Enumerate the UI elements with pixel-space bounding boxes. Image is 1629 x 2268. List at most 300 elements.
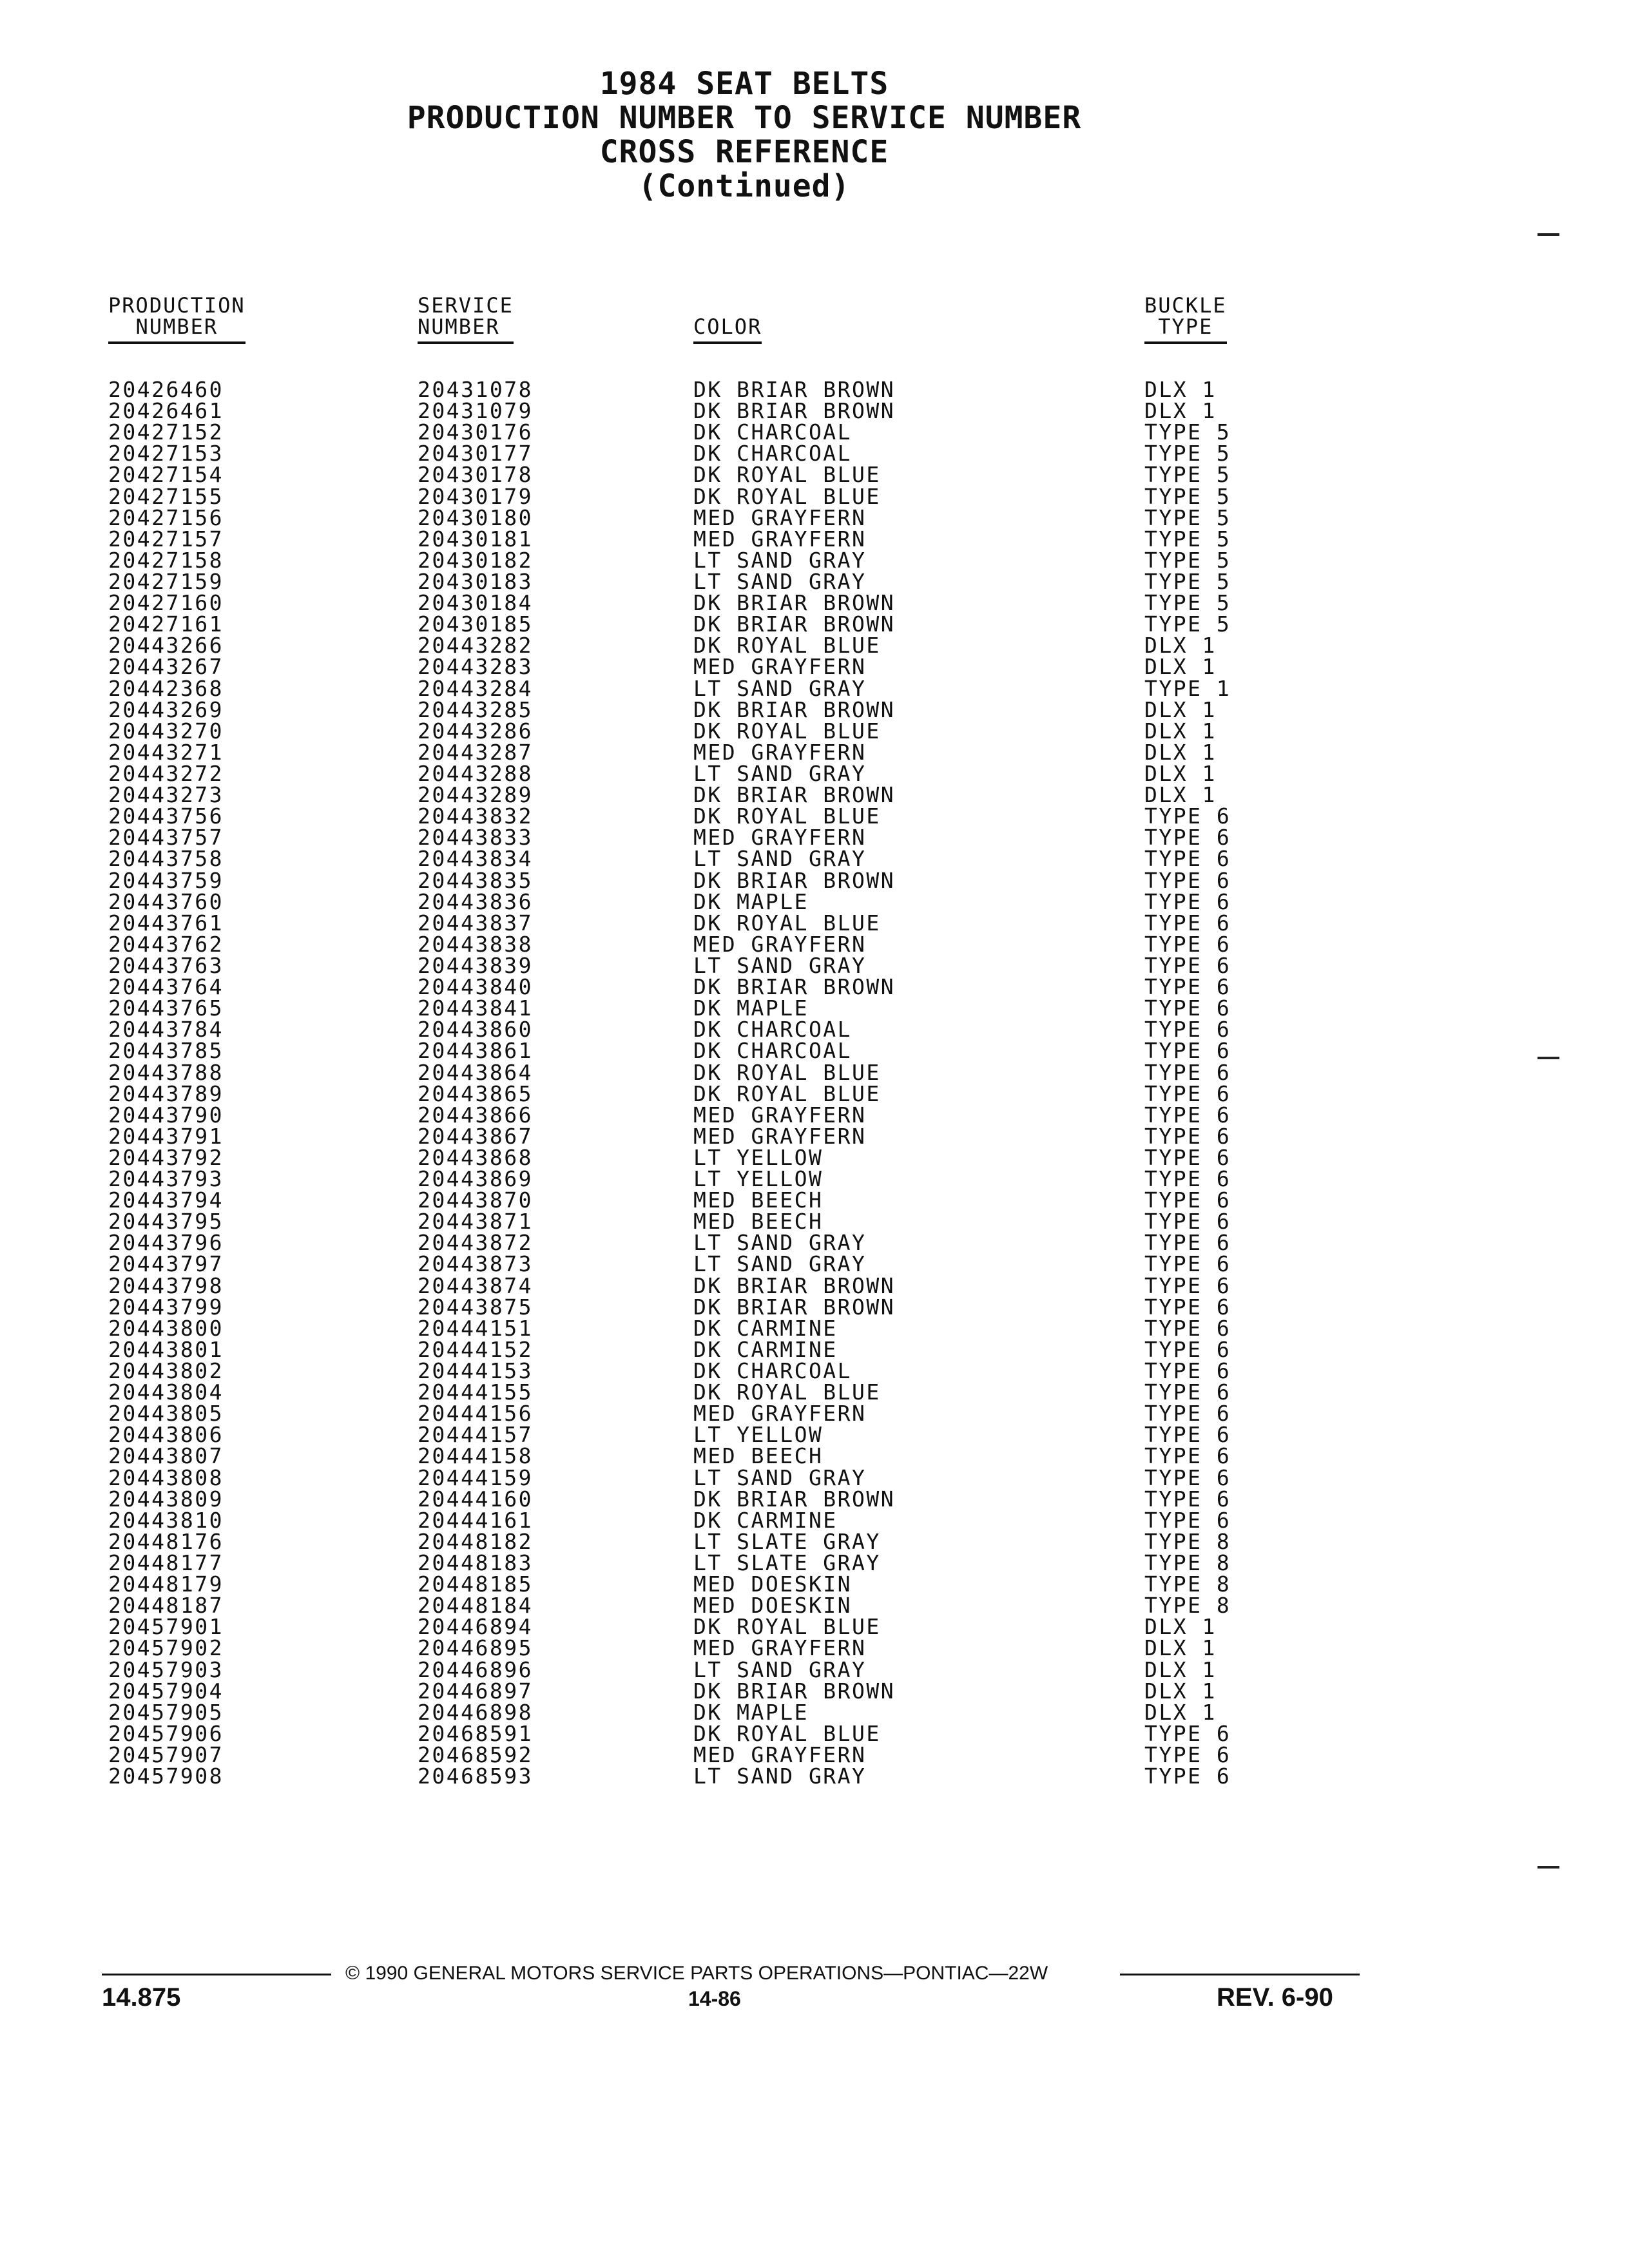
color-cell: LT SLATE GRAY xyxy=(693,1528,881,1554)
color-cell: DK BRIAR BROWN xyxy=(693,1294,896,1320)
buckle-type-cell: TYPE 5 xyxy=(1144,590,1231,616)
color-cell: DK ROYAL BLUE xyxy=(693,1614,881,1640)
service-number-cell: 20468591 xyxy=(418,1720,533,1746)
service-number-cell: 20430180 xyxy=(418,505,533,530)
production-number-cell: 20443797 xyxy=(108,1251,224,1277)
table-row xyxy=(0,912,1629,934)
production-number-cell: 20443795 xyxy=(108,1209,224,1235)
table-row xyxy=(0,974,1629,1000)
table-row xyxy=(0,398,1629,424)
service-number-cell: 20443864 xyxy=(418,1059,533,1085)
buckle-type-cell: DLX 1 xyxy=(1144,760,1217,786)
margin-tick xyxy=(1537,233,1559,236)
buckle-type-cell: TYPE 6 xyxy=(1144,1230,1231,1256)
color-cell: LT SAND GRAY xyxy=(693,1763,867,1789)
table-row xyxy=(0,1381,1629,1403)
buckle-type-cell: DLX 1 xyxy=(1144,633,1217,658)
buckle-type-cell: TYPE 6 xyxy=(1144,1401,1231,1427)
color-cell: LT SAND GRAY xyxy=(693,1465,867,1490)
buckle-type-cell: TYPE 6 xyxy=(1144,1187,1231,1213)
cross-reference-table xyxy=(0,379,1629,1787)
buckle-type-cell: DLX 1 xyxy=(1144,718,1217,744)
color-cell: DK BRIAR BROWN xyxy=(693,1273,896,1298)
service-number-cell: 20444159 xyxy=(418,1465,533,1490)
table-row xyxy=(0,1123,1629,1149)
production-number-cell: 20443793 xyxy=(108,1166,224,1192)
table-row xyxy=(0,1083,1629,1104)
table-row xyxy=(0,507,1629,528)
service-number-cell: 20444161 xyxy=(418,1507,533,1533)
service-number-cell: 20443867 xyxy=(418,1123,533,1149)
table-row xyxy=(0,654,1629,680)
buckle-type-cell: TYPE 8 xyxy=(1144,1571,1231,1597)
color-cell: LT YELLOW xyxy=(693,1166,824,1192)
title-line-4: (Continued) xyxy=(638,168,851,204)
color-cell: MED BEECH xyxy=(693,1187,824,1213)
color-cell: DK CHARCOAL xyxy=(693,1038,853,1064)
buckle-type-cell: TYPE 6 xyxy=(1144,1038,1231,1064)
production-number-cell: 20443808 xyxy=(108,1465,224,1490)
color-cell: DK BRIAR BROWN xyxy=(693,867,896,893)
table-row xyxy=(0,1422,1629,1448)
buckle-type-cell: TYPE 6 xyxy=(1144,1486,1231,1512)
table-row xyxy=(0,1680,1629,1702)
color-cell: DK ROYAL BLUE xyxy=(693,803,881,829)
buckle-type-cell: TYPE 6 xyxy=(1144,867,1231,893)
production-number-cell: 20443272 xyxy=(108,760,224,786)
table-row xyxy=(0,1189,1629,1211)
production-number-cell: 20443804 xyxy=(108,1379,224,1405)
table-row xyxy=(0,846,1629,872)
production-number-cell: 20443802 xyxy=(108,1358,224,1384)
production-number-cell: 20457901 xyxy=(108,1614,224,1640)
buckle-type-cell: TYPE 5 xyxy=(1144,547,1231,573)
service-number-cell: 20443865 xyxy=(418,1081,533,1106)
color-cell: DK BRIAR BROWN xyxy=(693,398,896,424)
service-number-cell: 20443837 xyxy=(418,910,533,936)
table-row xyxy=(0,760,1629,786)
table-row xyxy=(0,528,1629,550)
buckle-type-cell: DLX 1 xyxy=(1144,654,1217,680)
color-cell: LT SLATE GRAY xyxy=(693,1550,881,1576)
service-number-cell: 20448185 xyxy=(418,1571,533,1597)
header-buckle-line2: TYPE xyxy=(1158,314,1213,339)
table-row xyxy=(0,1443,1629,1469)
service-number-cell: 20443285 xyxy=(418,697,533,722)
production-number-cell: 20443765 xyxy=(108,995,224,1021)
buckle-type-cell: DLX 1 xyxy=(1144,697,1217,722)
production-number-cell: 20427159 xyxy=(108,568,224,594)
production-number-cell: 20443266 xyxy=(108,633,224,658)
color-cell: LT SAND GRAY xyxy=(693,760,867,786)
color-cell: DK BRIAR BROWN xyxy=(693,590,896,616)
service-number-cell: 20446898 xyxy=(418,1699,533,1725)
table-row xyxy=(0,1104,1629,1126)
service-number-cell: 20430176 xyxy=(418,419,533,445)
buckle-type-cell: TYPE 1 xyxy=(1144,675,1231,701)
table-row xyxy=(0,1593,1629,1619)
buckle-type-cell: TYPE 6 xyxy=(1144,825,1231,850)
buckle-type-cell: TYPE 6 xyxy=(1144,1294,1231,1320)
footer-revision: REV. 6-90 xyxy=(1217,1983,1333,2012)
table-row xyxy=(0,1166,1629,1192)
color-cell: MED GRAYFERN xyxy=(693,1102,867,1128)
table-row xyxy=(0,1401,1629,1427)
header-production-line1: PRODUCTION xyxy=(108,293,246,318)
footer-page-number: 14-86 xyxy=(688,1987,741,2010)
service-number-cell: 20443840 xyxy=(418,974,533,1000)
buckle-type-cell: TYPE 6 xyxy=(1144,846,1231,872)
service-number-cell: 20443869 xyxy=(418,1166,533,1192)
footer-section-number: 14.875 xyxy=(102,1983,181,2012)
color-cell: MED GRAYFERN xyxy=(693,825,867,850)
service-number-cell: 20443288 xyxy=(418,760,533,786)
service-number-cell: 20443861 xyxy=(418,1038,533,1064)
table-row xyxy=(0,1573,1629,1595)
table-row xyxy=(0,782,1629,808)
service-number-cell: 20468593 xyxy=(418,1763,533,1789)
buckle-type-cell: TYPE 6 xyxy=(1144,910,1231,936)
color-cell: MED GRAYFERN xyxy=(693,1635,867,1661)
production-number-cell: 20443789 xyxy=(108,1081,224,1106)
production-number-cell: 20443792 xyxy=(108,1144,224,1170)
service-number-cell: 20443836 xyxy=(418,889,533,914)
production-number-cell: 20427155 xyxy=(108,483,224,509)
color-cell: DK BRIAR BROWN xyxy=(693,611,896,637)
buckle-type-cell: TYPE 6 xyxy=(1144,1465,1231,1490)
production-number-cell: 20443794 xyxy=(108,1187,224,1213)
service-number-cell: 20443874 xyxy=(418,1273,533,1298)
buckle-type-cell: TYPE 6 xyxy=(1144,1379,1231,1405)
table-row xyxy=(0,867,1629,893)
production-number-cell: 20443758 xyxy=(108,846,224,872)
production-number-cell: 20443267 xyxy=(108,654,224,680)
color-cell: DK ROYAL BLUE xyxy=(693,1379,881,1405)
table-row xyxy=(0,590,1629,616)
table-row xyxy=(0,952,1629,978)
production-number-cell: 20443273 xyxy=(108,782,224,808)
table-row xyxy=(0,891,1629,912)
color-cell: DK CHARCOAL xyxy=(693,1358,853,1384)
buckle-type-cell: TYPE 6 xyxy=(1144,803,1231,829)
service-number-cell: 20443860 xyxy=(418,1017,533,1043)
color-cell: DK MAPLE xyxy=(693,1699,809,1725)
color-cell: LT SAND GRAY xyxy=(693,952,867,978)
table-row xyxy=(0,1251,1629,1277)
buckle-type-cell: TYPE 6 xyxy=(1144,1443,1231,1469)
buckle-type-cell: TYPE 6 xyxy=(1144,1273,1231,1298)
service-number-cell: 20444151 xyxy=(418,1315,533,1341)
buckle-type-cell: DLX 1 xyxy=(1144,782,1217,808)
buckle-type-cell: TYPE 5 xyxy=(1144,441,1231,466)
table-row xyxy=(0,1315,1629,1341)
table-row xyxy=(0,720,1629,742)
service-number-cell: 20430178 xyxy=(418,462,533,488)
table-row xyxy=(0,1230,1629,1256)
buckle-type-cell: TYPE 5 xyxy=(1144,568,1231,594)
table-row xyxy=(0,443,1629,464)
production-number-cell: 20427161 xyxy=(108,611,224,637)
color-cell: DK ROYAL BLUE xyxy=(693,1720,881,1746)
production-number-cell: 20443807 xyxy=(108,1443,224,1469)
service-number-cell: 20443284 xyxy=(418,675,533,701)
production-number-cell: 20443763 xyxy=(108,952,224,978)
service-number-cell: 20468592 xyxy=(418,1742,533,1767)
production-number-cell: 20427153 xyxy=(108,441,224,466)
service-number-cell: 20443283 xyxy=(418,654,533,680)
header-color xyxy=(693,316,762,344)
buckle-type-cell: TYPE 6 xyxy=(1144,1251,1231,1277)
service-number-cell: 20443871 xyxy=(418,1209,533,1235)
color-cell: MED GRAYFERN xyxy=(693,1742,867,1767)
buckle-type-cell: TYPE 5 xyxy=(1144,462,1231,488)
buckle-type-cell: TYPE 6 xyxy=(1144,1166,1231,1192)
color-cell: MED BEECH xyxy=(693,1209,824,1235)
production-number-cell: 20457904 xyxy=(108,1678,224,1704)
buckle-type-cell: TYPE 6 xyxy=(1144,1315,1231,1341)
production-number-cell: 20443796 xyxy=(108,1230,224,1256)
color-cell: LT SAND GRAY xyxy=(693,1230,867,1256)
color-cell: MED BEECH xyxy=(693,1443,824,1469)
color-cell: LT SAND GRAY xyxy=(693,675,867,701)
service-number-cell: 20430182 xyxy=(418,547,533,573)
margin-tick xyxy=(1537,1866,1559,1869)
production-number-cell: 20427158 xyxy=(108,547,224,573)
color-cell: DK BRIAR BROWN xyxy=(693,1678,896,1704)
color-cell: LT YELLOW xyxy=(693,1144,824,1170)
copyright-notice: © 1990 GENERAL MOTORS SERVICE PARTS OPERATIONS—PONTIAC—22W xyxy=(345,1963,1048,1984)
buckle-type-cell: TYPE 6 xyxy=(1144,1763,1231,1789)
color-cell: MED GRAYFERN xyxy=(693,739,867,765)
production-number-cell: 20427160 xyxy=(108,590,224,616)
color-cell: MED GRAYFERN xyxy=(693,526,867,552)
table-row xyxy=(0,739,1629,765)
table-row xyxy=(0,1059,1629,1085)
color-cell: LT SAND GRAY xyxy=(693,846,867,872)
buckle-type-cell: DLX 1 xyxy=(1144,1657,1217,1682)
table-row xyxy=(0,699,1629,720)
production-number-cell: 20443806 xyxy=(108,1422,224,1448)
table-row xyxy=(0,1209,1629,1235)
table-row xyxy=(0,1144,1629,1170)
color-cell: MED GRAYFERN xyxy=(693,931,867,957)
service-number-cell: 20443832 xyxy=(418,803,533,829)
service-number-cell: 20443875 xyxy=(418,1294,533,1320)
color-cell: DK BRIAR BROWN xyxy=(693,697,896,722)
color-cell: DK CHARCOAL xyxy=(693,441,853,466)
production-number-cell: 20448179 xyxy=(108,1571,224,1597)
production-number-cell: 20427157 xyxy=(108,526,224,552)
color-cell: MED DOESKIN xyxy=(693,1571,853,1597)
footer-rule-left xyxy=(102,1974,331,1975)
production-number-cell: 20427152 xyxy=(108,419,224,445)
table-row xyxy=(0,1765,1629,1787)
service-number-cell: 20448183 xyxy=(418,1550,533,1576)
table-row xyxy=(0,1296,1629,1318)
color-cell: MED GRAYFERN xyxy=(693,1123,867,1149)
color-cell: DK ROYAL BLUE xyxy=(693,633,881,658)
production-number-cell: 20457908 xyxy=(108,1763,224,1789)
service-number-cell: 20448182 xyxy=(418,1528,533,1554)
buckle-type-cell: DLX 1 xyxy=(1144,739,1217,765)
production-number-cell: 20443757 xyxy=(108,825,224,850)
header-service-number xyxy=(418,295,514,344)
table-row xyxy=(0,635,1629,656)
service-number-cell: 20431079 xyxy=(418,398,533,424)
page-title xyxy=(0,67,1489,204)
buckle-type-cell: TYPE 6 xyxy=(1144,1081,1231,1106)
service-number-cell: 20443286 xyxy=(418,718,533,744)
production-number-cell: 20443269 xyxy=(108,697,224,722)
service-number-cell: 20444158 xyxy=(418,1443,533,1469)
production-number-cell: 20448176 xyxy=(108,1528,224,1554)
production-number-cell: 20448187 xyxy=(108,1593,224,1619)
service-number-cell: 20431078 xyxy=(418,377,533,402)
service-number-cell: 20443835 xyxy=(418,867,533,893)
buckle-type-cell: TYPE 6 xyxy=(1144,1720,1231,1746)
table-row xyxy=(0,1488,1629,1510)
service-number-cell: 20444157 xyxy=(418,1422,533,1448)
service-number-cell: 20443873 xyxy=(418,1251,533,1277)
production-number-cell: 20443270 xyxy=(108,718,224,744)
header-color-label: COLOR xyxy=(693,314,762,339)
service-number-cell: 20443289 xyxy=(418,782,533,808)
table-row xyxy=(0,379,1629,400)
table-row xyxy=(0,1358,1629,1384)
table-row xyxy=(0,1528,1629,1554)
service-number-cell: 20443838 xyxy=(418,931,533,957)
production-number-cell: 20443791 xyxy=(108,1123,224,1149)
production-number-cell: 20427154 xyxy=(108,462,224,488)
service-number-cell: 20448184 xyxy=(418,1593,533,1619)
buckle-type-cell: DLX 1 xyxy=(1144,1614,1217,1640)
color-cell: DK CARMINE xyxy=(693,1507,838,1533)
production-number-cell: 20443790 xyxy=(108,1102,224,1128)
table-row xyxy=(0,1017,1629,1043)
buckle-type-cell: TYPE 5 xyxy=(1144,505,1231,530)
production-number-cell: 20427156 xyxy=(108,505,224,530)
production-number-cell: 20443805 xyxy=(108,1401,224,1427)
color-cell: DK CARMINE xyxy=(693,1336,838,1362)
buckle-type-cell: TYPE 8 xyxy=(1144,1593,1231,1619)
buckle-type-cell: DLX 1 xyxy=(1144,398,1217,424)
production-number-cell: 20457907 xyxy=(108,1742,224,1767)
color-cell: DK ROYAL BLUE xyxy=(693,1081,881,1106)
buckle-type-cell: DLX 1 xyxy=(1144,1699,1217,1725)
buckle-type-cell: TYPE 6 xyxy=(1144,1422,1231,1448)
color-cell: LT YELLOW xyxy=(693,1422,824,1448)
production-number-cell: 20443271 xyxy=(108,739,224,765)
service-number-cell: 20444153 xyxy=(418,1358,533,1384)
production-number-cell: 20457906 xyxy=(108,1720,224,1746)
color-cell: DK BRIAR BROWN xyxy=(693,377,896,402)
production-number-cell: 20443785 xyxy=(108,1038,224,1064)
title-line-2: PRODUCTION NUMBER TO SERVICE NUMBER xyxy=(407,100,1082,136)
buckle-type-cell: TYPE 8 xyxy=(1144,1528,1231,1554)
production-number-cell: 20457903 xyxy=(108,1657,224,1682)
color-cell: DK BRIAR BROWN xyxy=(693,974,896,1000)
production-number-cell: 20457905 xyxy=(108,1699,224,1725)
service-number-cell: 20443872 xyxy=(418,1230,533,1256)
buckle-type-cell: TYPE 6 xyxy=(1144,952,1231,978)
production-number-cell: 20443784 xyxy=(108,1017,224,1043)
color-cell: DK CHARCOAL xyxy=(693,419,853,445)
footer-rule-right xyxy=(1120,1974,1360,1975)
color-cell: MED DOESKIN xyxy=(693,1593,853,1619)
table-row xyxy=(0,1614,1629,1640)
service-number-cell: 20446897 xyxy=(418,1678,533,1704)
service-number-cell: 20443282 xyxy=(418,633,533,658)
service-number-cell: 20430184 xyxy=(418,590,533,616)
buckle-type-cell: TYPE 6 xyxy=(1144,1209,1231,1235)
production-number-cell: 20448177 xyxy=(108,1550,224,1576)
buckle-type-cell: DLX 1 xyxy=(1144,1678,1217,1704)
header-buckle-type xyxy=(1144,295,1227,344)
production-number-cell: 20443760 xyxy=(108,889,224,914)
buckle-type-cell: TYPE 8 xyxy=(1144,1550,1231,1576)
service-number-cell: 20444156 xyxy=(418,1401,533,1427)
table-row xyxy=(0,827,1629,848)
buckle-type-cell: TYPE 5 xyxy=(1144,419,1231,445)
production-number-cell: 20443762 xyxy=(108,931,224,957)
production-number-cell: 20443799 xyxy=(108,1294,224,1320)
table-row xyxy=(0,1744,1629,1765)
service-number-cell: 20443870 xyxy=(418,1187,533,1213)
service-number-cell: 20443868 xyxy=(418,1144,533,1170)
buckle-type-cell: DLX 1 xyxy=(1144,377,1217,402)
color-cell: MED GRAYFERN xyxy=(693,654,867,680)
service-number-cell: 20446895 xyxy=(418,1635,533,1661)
color-cell: DK ROYAL BLUE xyxy=(693,462,881,488)
table-row xyxy=(0,1635,1629,1661)
buckle-type-cell: TYPE 6 xyxy=(1144,995,1231,1021)
table-row xyxy=(0,1550,1629,1576)
color-cell: LT SAND GRAY xyxy=(693,1251,867,1277)
production-number-cell: 20443788 xyxy=(108,1059,224,1085)
color-cell: DK ROYAL BLUE xyxy=(693,483,881,509)
table-row xyxy=(0,613,1629,635)
service-number-cell: 20443833 xyxy=(418,825,533,850)
production-number-cell: 20443798 xyxy=(108,1273,224,1298)
service-number-cell: 20443866 xyxy=(418,1102,533,1128)
table-row xyxy=(0,931,1629,957)
buckle-type-cell: TYPE 5 xyxy=(1144,526,1231,552)
buckle-type-cell: TYPE 6 xyxy=(1144,889,1231,914)
buckle-type-cell: TYPE 6 xyxy=(1144,1102,1231,1128)
table-row xyxy=(0,675,1629,701)
table-row xyxy=(0,421,1629,443)
color-cell: MED GRAYFERN xyxy=(693,505,867,530)
table-row xyxy=(0,462,1629,488)
buckle-type-cell: TYPE 6 xyxy=(1144,931,1231,957)
production-number-cell: 20443809 xyxy=(108,1486,224,1512)
service-number-cell: 20443834 xyxy=(418,846,533,872)
table-row xyxy=(0,1659,1629,1680)
header-production-line2: NUMBER xyxy=(135,314,218,339)
color-cell: LT SAND GRAY xyxy=(693,1657,867,1682)
service-number-cell: 20444160 xyxy=(418,1486,533,1512)
color-cell: DK CARMINE xyxy=(693,1315,838,1341)
service-number-cell: 20430183 xyxy=(418,568,533,594)
header-buckle-line1: BUCKLE xyxy=(1144,293,1227,318)
table-row xyxy=(0,1699,1629,1725)
table-row xyxy=(0,483,1629,509)
buckle-type-cell: TYPE 5 xyxy=(1144,483,1231,509)
service-number-cell: 20446896 xyxy=(418,1657,533,1682)
table-row xyxy=(0,805,1629,827)
production-number-cell: 20443761 xyxy=(108,910,224,936)
service-number-cell: 20443839 xyxy=(418,952,533,978)
